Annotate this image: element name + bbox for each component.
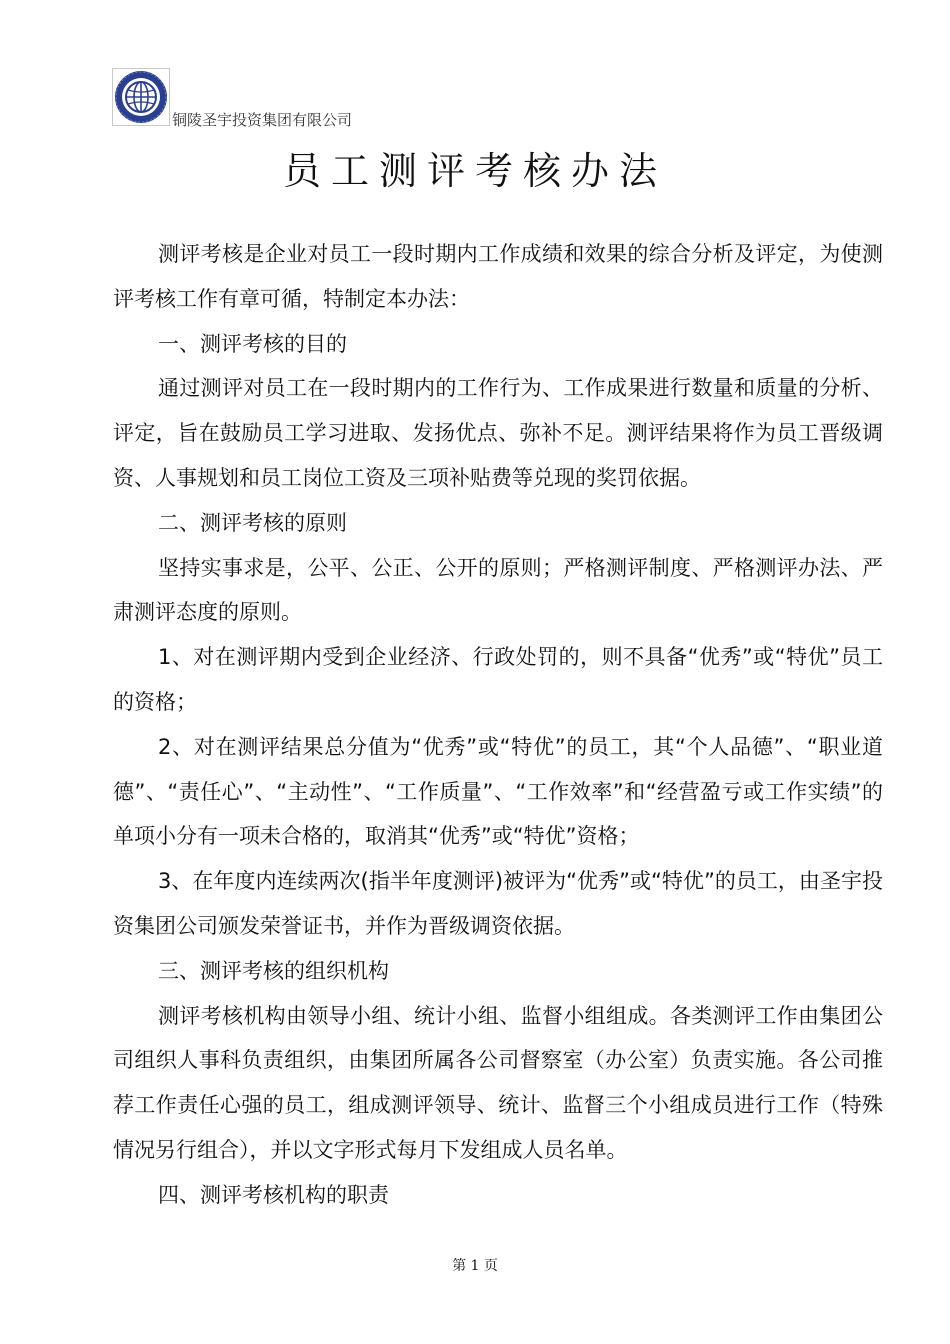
section-heading-organization: 三、测评考核的组织机构 [158,958,389,983]
section-heading-principles: 二、测评考核的原则 [158,510,347,535]
company-logo [112,68,170,126]
company-name: 铜陵圣宇投资集团有限公司 [172,111,353,129]
section-heading-purpose: 一、测评考核的目的 [158,331,347,356]
paragraph-organization: 测评考核机构由领导小组、统计小组、监督小组组成。各类测评工作由集团公司组织人事科负责组织，由集团所属各公司督察室（办公室）负责实施。各公司推荐工作责任心强的员工，组成测评领导、统计、监督三个小组成员进行工作（特殊情况另行组合），并以文字形式每月下发组成人员名单。 [113,1003,883,1162]
document-title: 员工测评考核办法 [282,149,667,193]
list-item-2: 2、对在测评结果总分值为“优秀”或“特优”的员工，其“个人品德”、“职业道德”、“责任心”、“主动性”、“工作质量”、“工作效率”和“经营盈亏或工作实绩”的单项小分有一项未合格的，取消其“优秀”或“特优”资格； [113,734,883,849]
list-item-1: 1、对在测评期内受到企业经济、行政处罚的，则不具备“优秀”或“特优”员工的资格； [113,645,883,714]
section-heading-duties: 四、测评考核机构的职责 [158,1182,389,1207]
document-body [113,232,883,1218]
globe-logo-icon [113,69,169,125]
list-item-3: 3、在年度内连续两次(指半年度测评)被评为“优秀”或“特优”的员工，由圣宇投资集团公司颁发荣誉证书，并作为晋级调资依据。 [113,869,883,938]
paragraph-principles: 坚持实事求是，公平、公正、公开的原则；严格测评制度、严格测评办法、严肃测评态度的原则。 [113,555,883,625]
paragraph-intro: 测评考核是企业对员工一段时期内工作成绩和效果的综合分析及评定，为使测评考核工作有章可循，特制定本办法： [113,242,883,311]
document-header [112,68,412,128]
page-number: 第 1 页 [452,1258,498,1274]
paragraph-purpose: 通过测评对员工在一段时期内的工作行为、工作成果进行数量和质量的分析、评定，旨在鼓励员工学习进取、发扬优点、弥补不足。测评结果将作为员工晋级调资、人事规划和员工岗位工资及三项补贴费等兑现的奖罚依据。 [113,376,883,490]
